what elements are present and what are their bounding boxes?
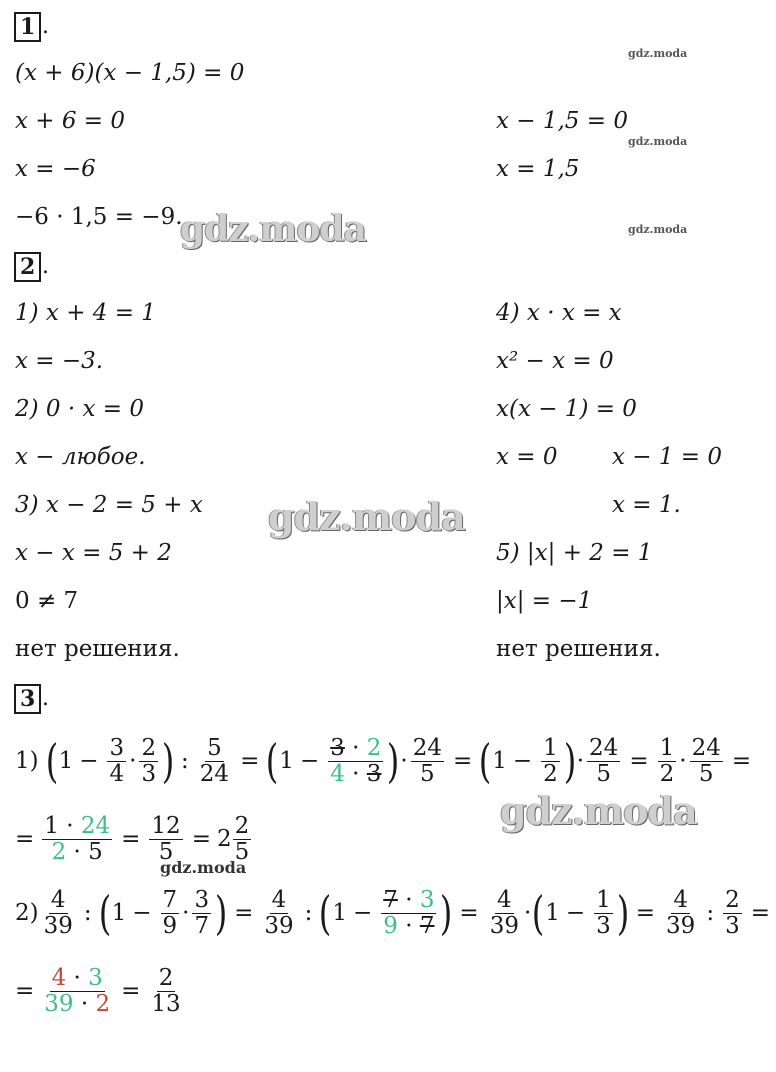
task-2-item-4-line-5: x = 1. (612, 492, 681, 518)
task-1-number: 1 (14, 12, 41, 42)
task-3-period: . (42, 686, 49, 711)
task-2-item-5-line-1: 5) |x| + 2 = 1 (496, 540, 653, 566)
task-2-item-4-line-4a: x = 0 (496, 444, 558, 470)
task-2-item-1-line-2: x = −3. (15, 348, 104, 374)
watermark-small-2: gdz.moda (628, 135, 688, 148)
task-2-item-2-line-2: x − любое. (15, 444, 146, 470)
task-1-answer: −6 · 1,5 = −9. (15, 204, 183, 230)
task-1-equation: (x + 6)(x − 1,5) = 0 (15, 60, 245, 86)
task-2-item-3-line-3: 0 ≠ 7 (15, 588, 79, 614)
task-3-item-1-row-2: = $\frac{1 \cdot 24}{2 \cdot 5}$ = $\frac{12}{5}$ = 2 $\frac{2}{5}$ (15, 813, 250, 865)
task-2-item-3-line-4: нет решения. (15, 636, 180, 662)
task-2-item-4-line-4b: x − 1 = 0 (612, 444, 723, 470)
watermark-large-3: gdz.moda (500, 788, 697, 833)
task-2-period: . (42, 254, 49, 279)
task-1-right-line-1: x − 1,5 = 0 (496, 108, 628, 134)
watermark-large-1: gdz.moda (180, 208, 366, 250)
task-3-number: 3 (14, 684, 41, 714)
watermark-small-4: gdz.moda (160, 858, 247, 877)
task-2-item-3-line-1: 3) x − 2 = 5 + x (15, 492, 203, 518)
task-2-item-4-line-2: x² − x = 0 (496, 348, 614, 374)
task-2-item-5-line-2: |x| = −1 (496, 588, 593, 614)
task-2-item-1-line-1: 1) x + 4 = 1 (15, 300, 156, 326)
task-1-left-line-1: x + 6 = 0 (15, 108, 126, 134)
watermark-small-1: gdz.moda (628, 47, 688, 60)
task-2-item-3-line-2: x − x = 5 + 2 (15, 540, 172, 566)
task-2-item-4-line-3: x(x − 1) = 0 (496, 396, 637, 422)
task-3-item-2-row-1: 2) $\frac{4}{39}$ : ( 1 − $\frac{7}{9}$ · $\frac{3}{7}$ ) = $\frac{4}{39}$ : ( 1 − $\frac{7 \cdot 3}{9 \cdot 7}$ ) = $\frac{4}{39}$ · ( 1 − $\frac{1}{3}$ ) = $\frac{4}{39}$ : $\frac{2}{3}$ = (15, 886, 770, 940)
task-3-item-2-row-2: = $\frac{4 \cdot 3}{39 \cdot 2}$ = $\frac{2}{13}$ (15, 965, 181, 1017)
task-1-period: . (42, 14, 49, 39)
watermark-small-3: gdz.moda (628, 223, 688, 236)
task-2-item-5-line-3: нет решения. (496, 636, 661, 662)
task-2-number: 2 (14, 252, 41, 282)
task-2-item-4-line-1: 4) x · x = x (496, 300, 622, 326)
task-3-item-1-row-1: 1) ( 1 − $\frac{3}{4}$ · $\frac{2}{3}$ ) : $\frac{5}{24}$ = ( 1 − $\frac{3 \cdot 2}{4 \cdot 3}$ ) · $\frac{24}{5}$ = ( 1 − $\frac{1}{2}$ ) · $\frac{24}{5}$ = $\frac{1}{2}$ · $\frac{24}{5}$ = (15, 734, 752, 788)
task-1-right-line-2: x = 1,5 (496, 156, 580, 182)
watermark-large-2: gdz.moda (268, 494, 465, 539)
task-1-left-line-2: x = −6 (15, 156, 96, 182)
task-2-item-2-line-1: 2) 0 · x = 0 (15, 396, 144, 422)
